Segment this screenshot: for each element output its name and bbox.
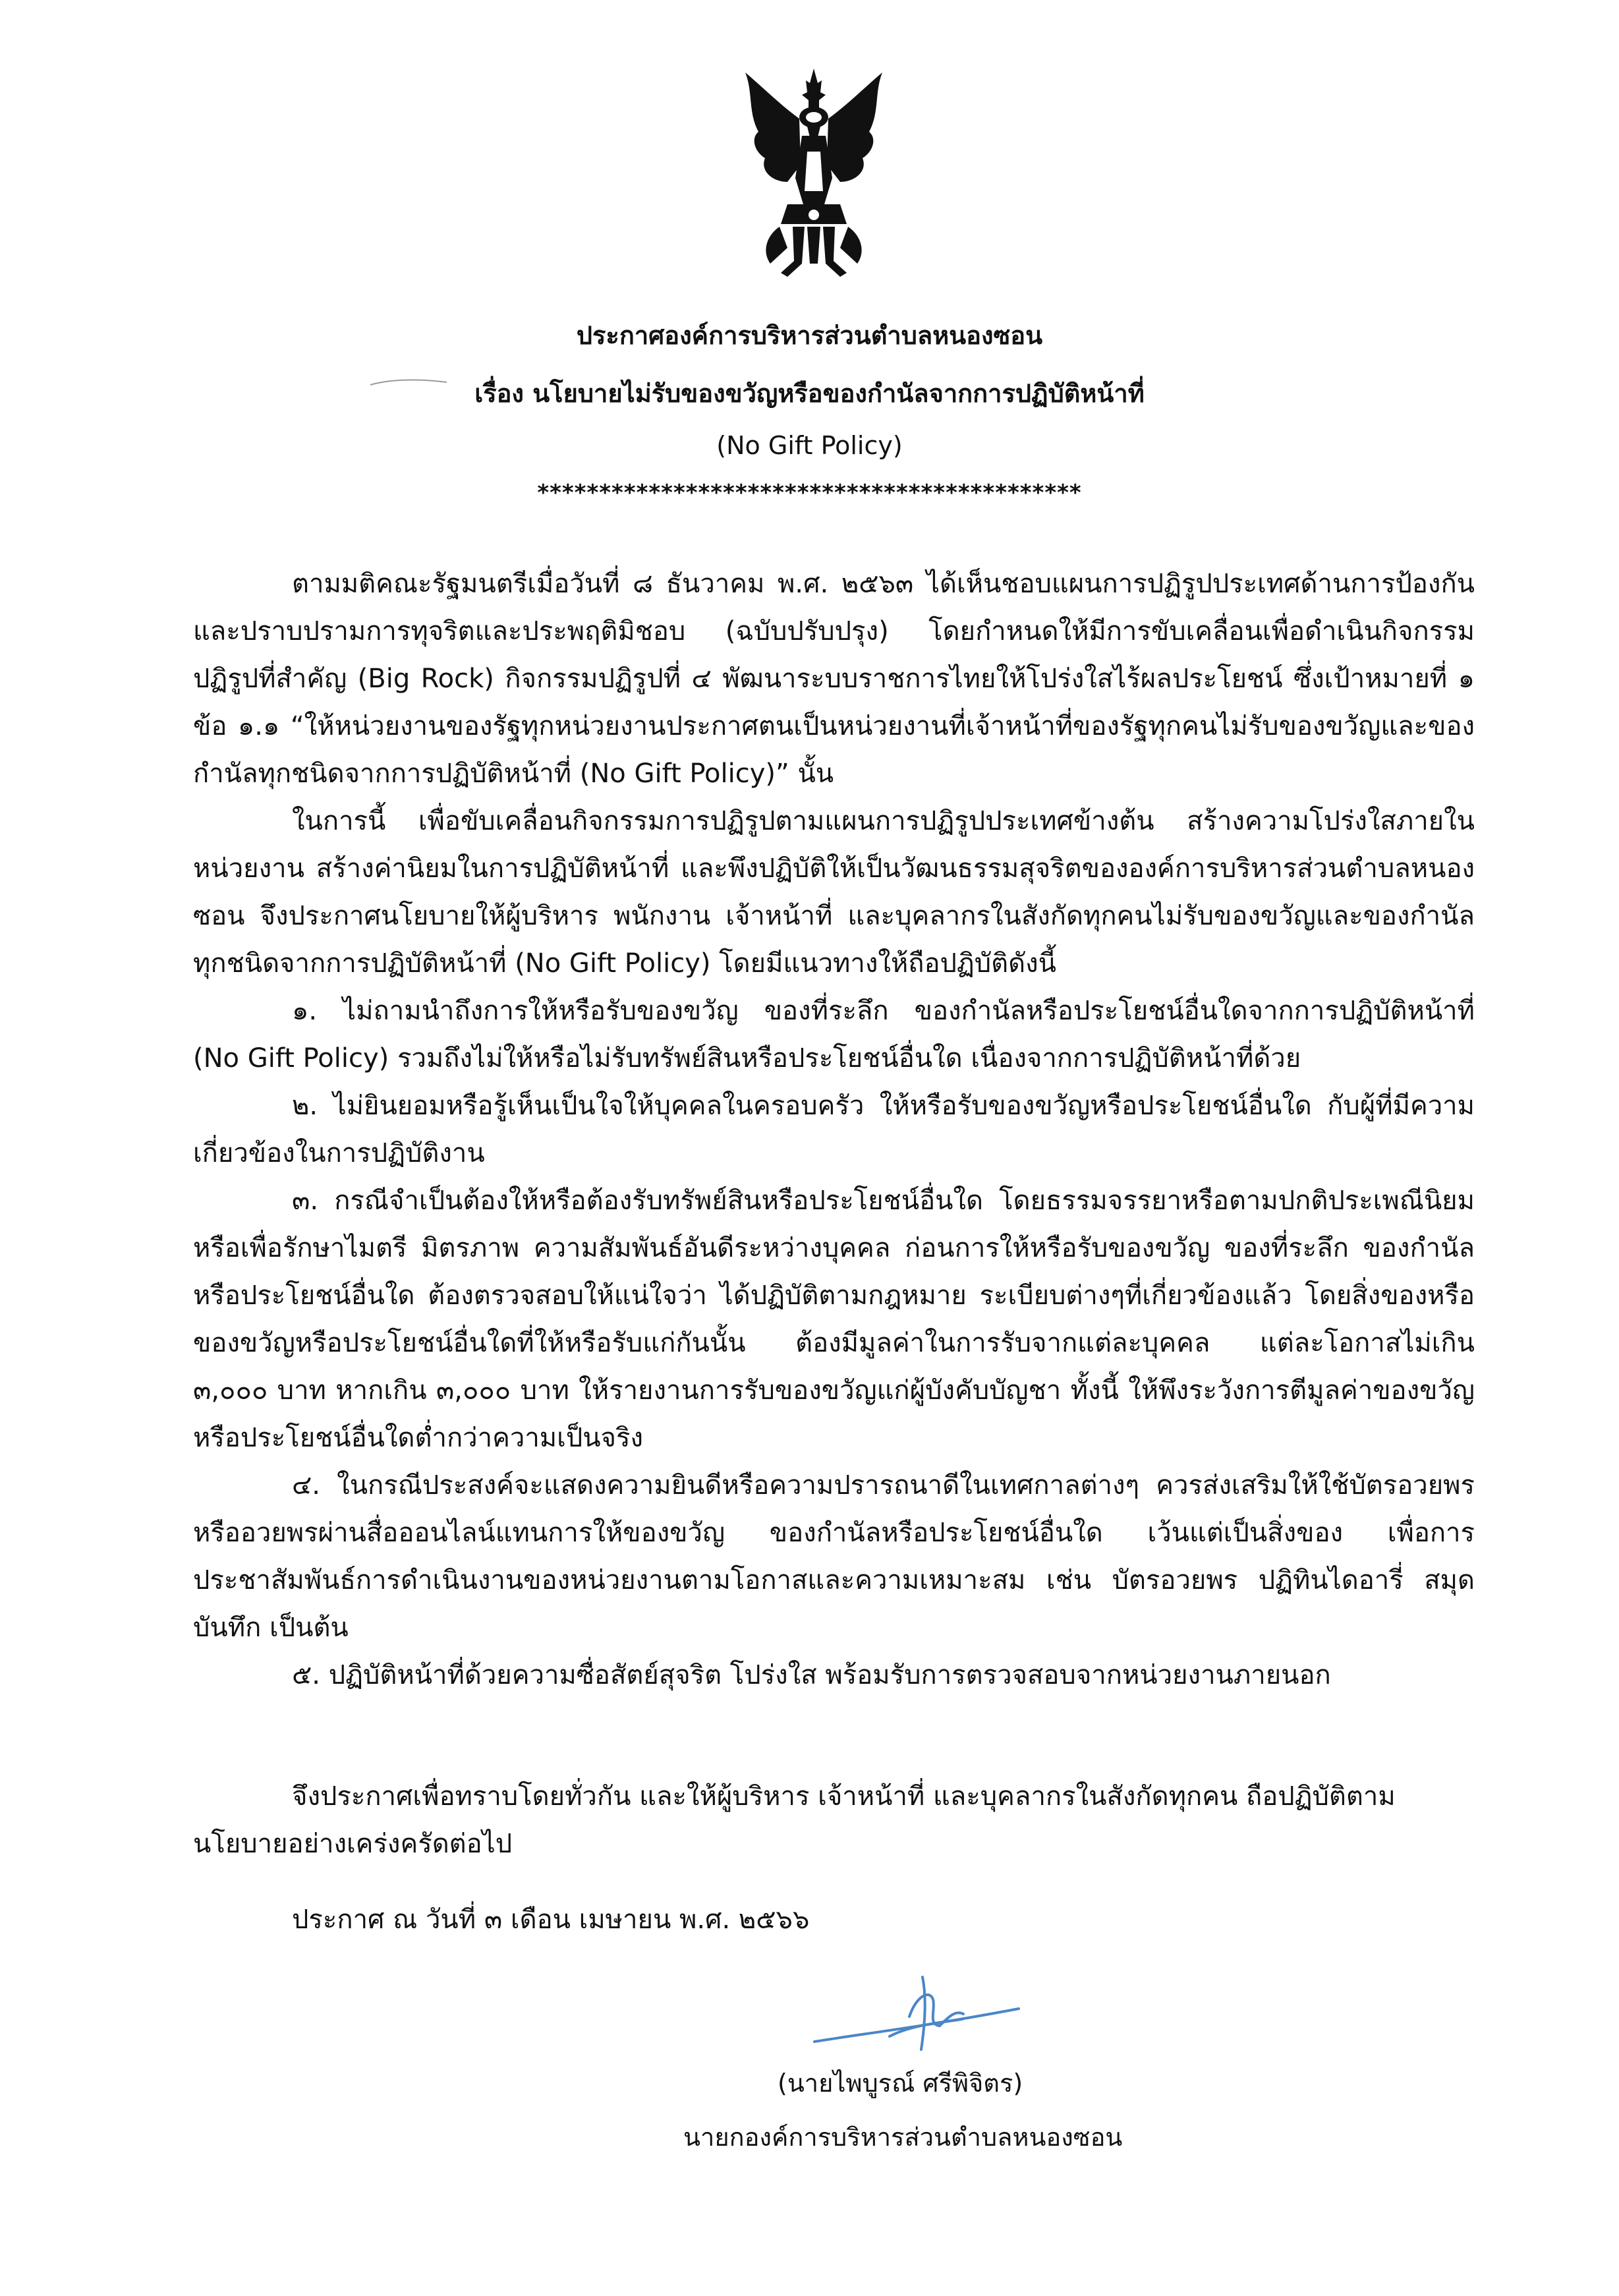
guideline-item-4: ๔. ในกรณีประสงค์จะแสดงความยินดีหรือความปรารถนาดีในเทศกาลต่างๆ ควรส่งเสริมให้ใช้บัตรอวยพรหรืออวยพรผ่านสื่อออนไลน์แทนการให้ของขวัญ ของกำนัลหรือประโยชน์อื่นใด เว้นแต่เป็นสิ่งของ เพื่อการประชาสัมพันธ์การดำเนินงานของหน่วยงานตามโอกาสและความเหมาะสม เช่น บัตรอวยพร ปฏิทินไดอารี่ สมุดบันทึก เป็นต้น (193, 1470, 1475, 1643)
guideline-item-3: ๓. กรณีจำเป็นต้องให้หรือต้องรับทรัพย์สินหรือประโยชน์อื่นใด โดยธรรมจรรยาหรือตามปกติประเพณีนิยม หรือเพื่อรักษาไมตรี มิตรภาพ ความสัมพันธ์อันดีระหว่างบุคคล ก่อนการให้หรือรับของขวัญ ของที่ระลึก ของกำนัลหรือประโยชน์อื่นใด ต้องตรวจสอบให้แน่ใจว่า ได้ปฏิบัติตามกฎหมาย ระเบียบต่างๆที่เกี่ยวข้องแล้ว โดยสิ่งของหรือของขวัญหรือประโยชน์อื่นใดที่ให้หรือรับแก่กันนั้น ต้องมีมูลค่าในการรับจากแต่ละบุคคล แต่ละโอกาสไม่เกิน ๓,๐๐๐ บาท หากเกิน ๓,๐๐๐ บาท ให้รายงานการรับของขวัญแก่ผู้บังคับบัญชา ทั้งนี้ ให้พึงระวังการตีมูลค่าของขวัญหรือประโยชน์อื่นใดต่ำกว่าความเป็นจริง (193, 1186, 1475, 1453)
announcement-subject: เรื่อง นโยบายไม่รับของขวัญหรือของกำนัลจากการปฏิบัติหน้าที่ (474, 379, 1145, 408)
purpose-paragraph: ในการนี้ เพื่อขับเคลื่อนกิจกรรมการปฏิรูปตามแผนการปฏิรูปประเทศข้างต้น สร้างความโปร่งใสภายในหน่วยงาน สร้างค่านิยมในการปฏิบัติหน้าที่ และพึงปฏิบัติให้เป็นวัฒนธรรมสุจริตขององค์การบริหารส่วนตำบลหนองซอน จึงประกาศนโยบายให้ผู้บริหาร พนักงาน เจ้าหน้าที่ และบุคลากรในสังกัดทุกคนไม่รับของขวัญและของกำนัลทุกชนิดจากการปฏิบัติหน้าที่ (No Gift Policy) โดยมีแนวทางให้ถือปฏิบัติดังนี้ (193, 806, 1475, 979)
guideline-item-1: ๑. ไม่ถามนำถึงการให้หรือรับของขวัญ ของที่ระลึก ของกำนัลหรือประโยชน์อื่นใดจากการปฏิบัติหน้าที่ (No Gift Policy) รวมถึงไม่ให้หรือไม่รับทรัพย์สินหรือประโยชน์อื่นใด เนื่องจากการปฏิบัติหน้าที่ด้วย (193, 996, 1475, 1074)
guideline-item-2: ๒. ไม่ยินยอมหรือรู้เห็นเป็นใจให้บุคคลในครอบครัว ให้หรือรับของขวัญหรือประโยชน์อื่นใด กับผู้ที่มีความเกี่ยวข้องในการปฏิบัติงาน (193, 1091, 1475, 1168)
handwritten-signature (810, 1970, 1021, 2069)
policy-english-title: (No Gift Policy) (716, 431, 903, 460)
signer-position: นายกองค์การบริหารส่วนตำบลหนองซอน (683, 2123, 1123, 2152)
signer-name: (นายไพบูรณ์ ศรีพิจิตร) (778, 2069, 1023, 2098)
announcement-date: ประกาศ ณ วันที่ ๓ เดือน เมษายน พ.ศ. ๒๕๖๖ (292, 1905, 810, 1935)
guideline-item-5: ๕. ปฏิบัติหน้าที่ด้วยความซื่อสัตย์สุจริต โปร่งใส พร้อมรับการตรวจสอบจากหน่วยงานภายนอก (292, 1660, 1331, 1690)
announcement-title: ประกาศองค์การบริหารส่วนตำบลหนองซอน (576, 321, 1043, 350)
intro-paragraph: ตามมติคณะรัฐมนตรีเมื่อวันที่ ๘ ธันวาคม พ.ศ. ๒๕๖๓ ได้เห็นชอบแผนการปฏิรูปประเทศด้านการป้องกันและปราบปรามการทุจริตและประพฤติมิชอบ (ฉบับปรับปรุง) โดยกำหนดให้มีการขับเคลื่อนเพื่อดำเนินกิจกรรมปฏิรูปที่สำคัญ (Big Rock) กิจกรรมปฏิรูปที่ ๔ พัฒนาระบบราชการไทยให้โปร่งใสไร้ผลประโยชน์ ซึ่งเป้าหมายที่ ๑ ข้อ ๑.๑ “ให้หน่วยงานของรัฐทุกหน่วยงานประกาศตนเป็นหน่วยงานที่เจ้าหน้าที่ของรัฐทุกคนไม่รับของขวัญและของกำนัลทุกชนิดจากการปฏิบัติหน้าที่ (No Gift Policy)” นั้น (193, 569, 1475, 789)
announcement-body (193, 560, 1475, 1699)
separator-line: ******************************************** (537, 480, 1082, 506)
closing-paragraph: จึงประกาศเพื่อทราบโดยทั่วกัน และให้ผู้บริหาร เจ้าหน้าที่ และบุคลากรในสังกัดทุกคน ถือปฏิบัติตามนโยบายอย่างเคร่งครัดต่อไป (193, 1781, 1396, 1859)
garuda-emblem (741, 66, 886, 283)
